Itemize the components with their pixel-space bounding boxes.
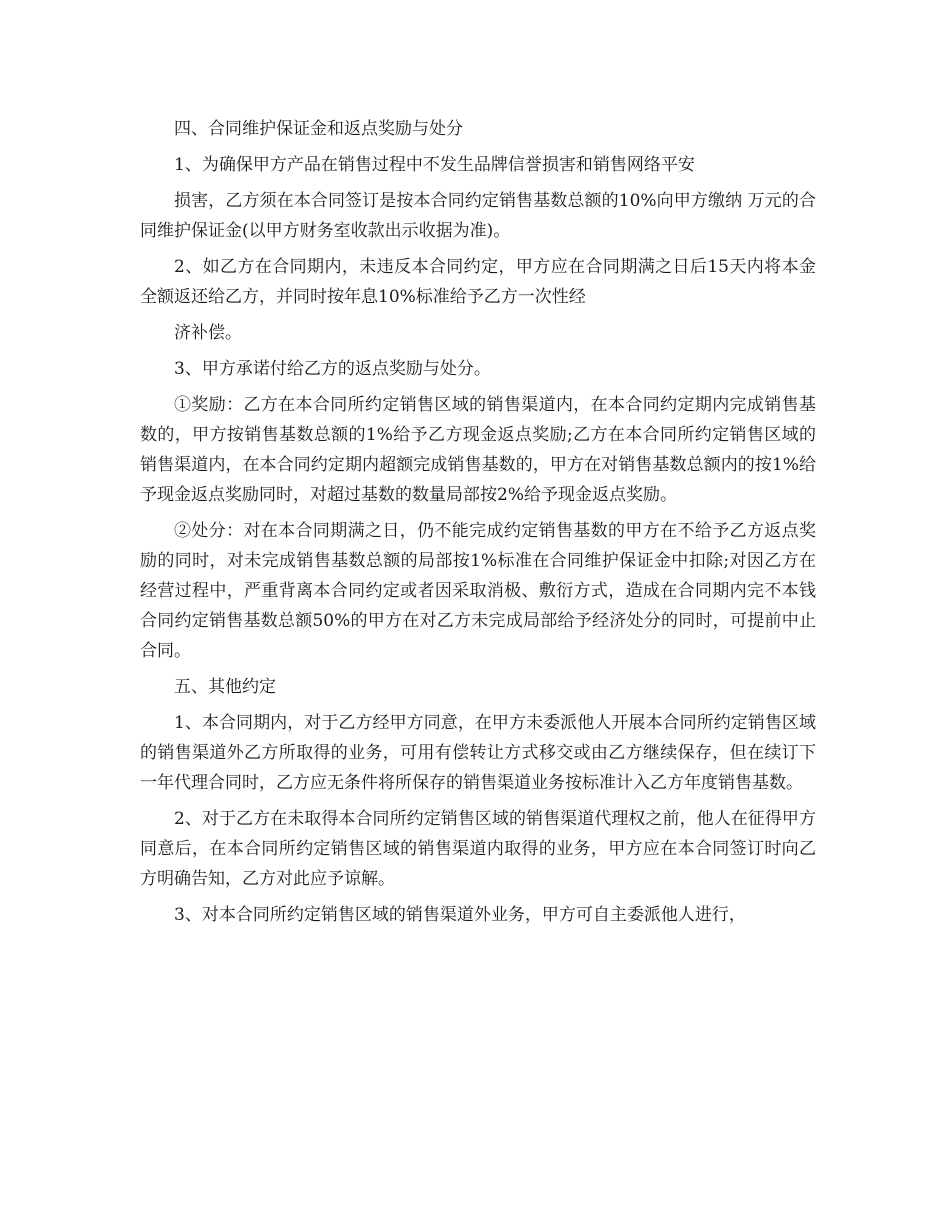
paragraph-4-1-cont: 损害，乙方须在本合同签订是按本合同约定销售基数总额的10%向甲方缴纳 万元的合同维护保证金(以甲方财务室收款出示收据为准)。 [140,191,816,241]
paragraph-5-2: 2、对于乙方在未取得本合同所约定销售区域的销售渠道代理权之前，他人在征得甲方同意后，在本合同所约定销售区域的销售渠道内取得的业务，甲方应在本合同签订时向乙方明确告知，乙方对此应予谅解。 [140,809,816,889]
paragraph-4-1-line1: 1、为确保甲方产品在销售过程中不发生品牌信誉损害和销售网络平安 [174,155,695,175]
paragraph-4-2-cont: 济补偿。 [174,323,242,343]
paragraph-4-3: 3、甲方承诺付给乙方的返点奖励与处分。 [174,359,491,379]
paragraph-reward: ①奖励：乙方在本合同所约定销售区域的销售渠道内，在本合同约定期内完成销售基数的，甲方按销售基数总额的1%给予乙方现金返点奖励;乙方在本合同所约定销售区域的销售渠道内，在本合同约定期内超额完成销售基数的，甲方在对销售基数总额内的按1%给予现金返点奖励同时，对超过基数的数量局部按2%给予现金返点奖励。 [140,395,816,505]
section-heading-4: 四、合同维护保证金和返点奖励与处分 [174,119,463,139]
paragraph-penalty: ②处分：对在本合同期满之日，仍不能完成约定销售基数的甲方在不给予乙方返点奖励的同时，对未完成销售基数总额的局部按1%标准在合同维护保证金中扣除;对因乙方在经营过程中，严重背离本合同约定或者因采取消极、敷衍方式，造成在合同期内完不本钱合同约定销售基数总额50%的甲方在对乙方未完成局部给予经济处分的同时，可提前中止合同。 [140,521,816,661]
document-page [140,114,816,936]
paragraph-5-1: 1、本合同期内，对于乙方经甲方同意，在甲方未委派他人开展本合同所约定销售区域的销售渠道外乙方所取得的业务，可用有偿转让方式移交或由乙方继续保存，但在续订下一年代理合同时，乙方应无条件将所保存的销售渠道业务按标准计入乙方年度销售基数。 [140,713,816,793]
section-heading-5: 五、其他约定 [174,677,276,697]
paragraph-5-3: 3、对本合同所约定销售区域的销售渠道外业务，甲方可自主委派他人进行， [174,905,746,925]
paragraph-4-2: 2、如乙方在合同期内，未违反本合同约定，甲方应在合同期满之日后15天内将本金全额返还给乙方，并同时按年息10%标准给予乙方一次性经 [140,257,816,307]
